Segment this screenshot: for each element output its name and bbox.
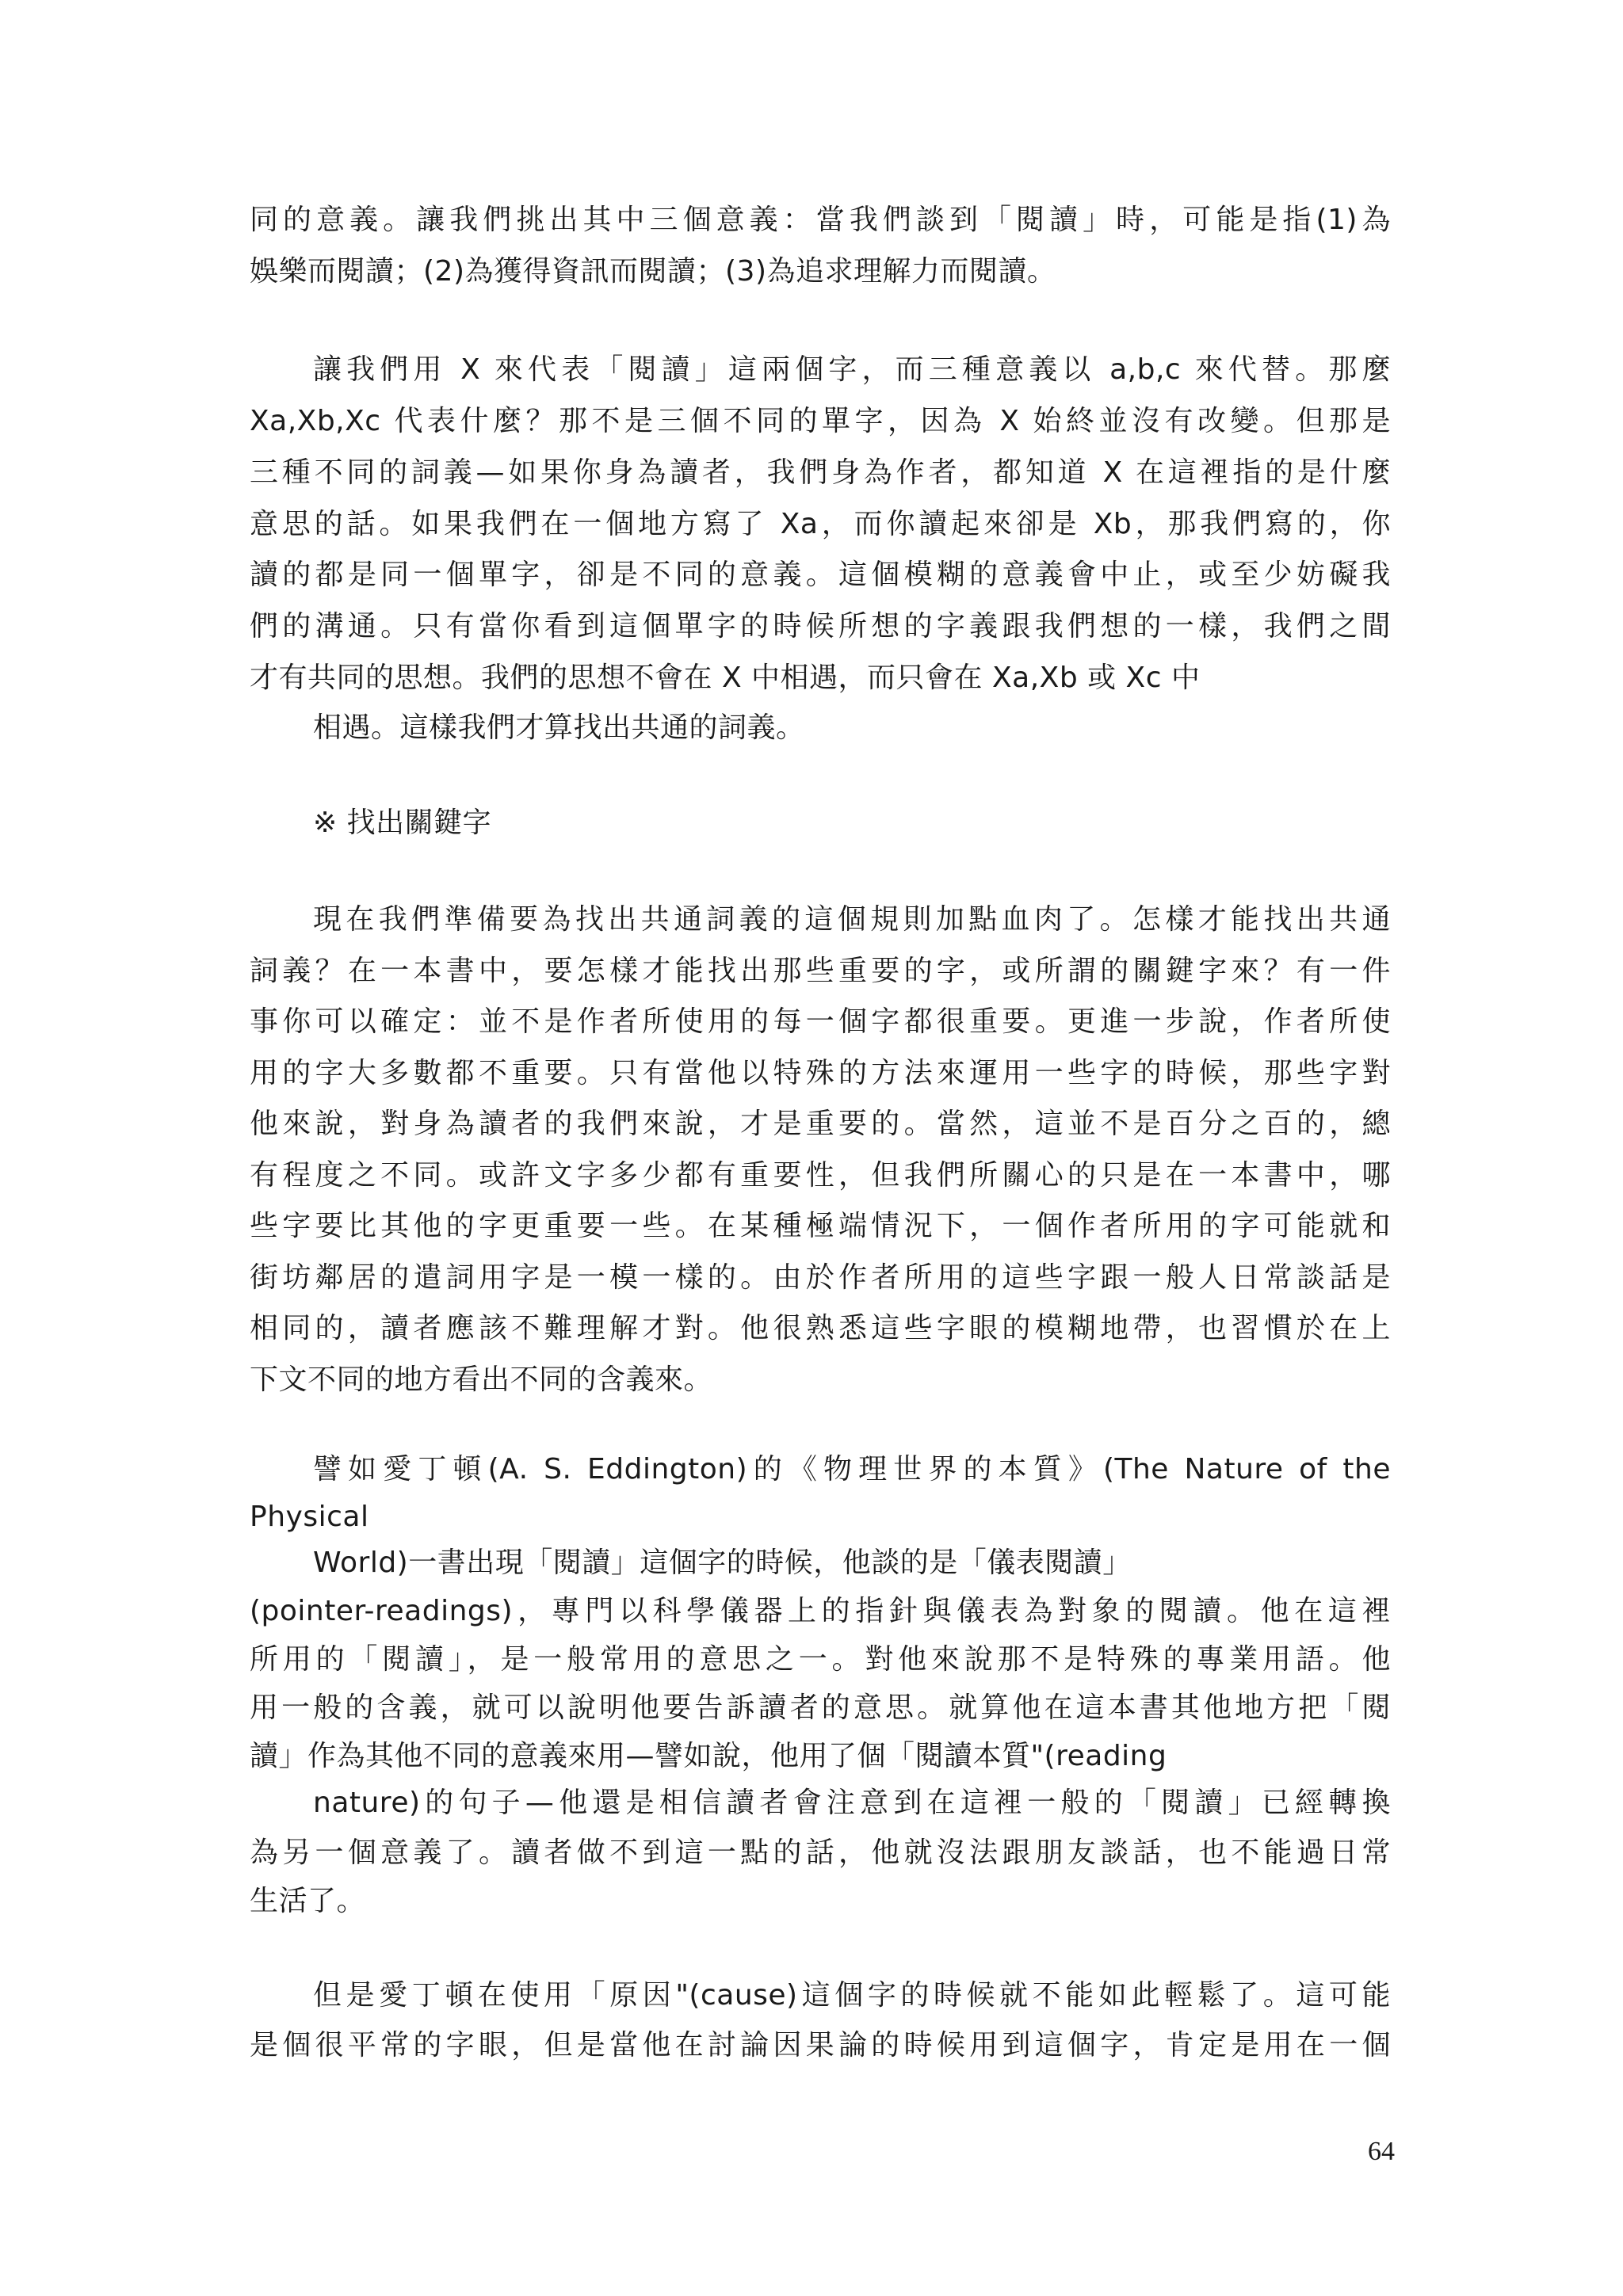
text-line: 生活了。: [250, 1885, 366, 1917]
section-heading: ※ 找出關鍵字: [313, 807, 492, 839]
text-line: 為另一個意義了。讀者做不到這一點的話，他就沒法跟朋友談話，也不能過日常: [250, 1836, 1391, 1869]
text-line: 詞義？在一本書中，要怎樣才能找出那些重要的字，或所謂的關鍵字來？有一件: [250, 955, 1391, 987]
text-line: 用一般的含義，就可以說明他要告訴讀者的意思。就算他在這本書其他地方把「閱: [250, 1691, 1391, 1724]
text-line: 下文不同的地方看出不同的含義來。: [250, 1363, 713, 1396]
text-line: 但是愛丁頓在使用「原因"(cause)這個字的時候就不能如此輕鬆了。這可能: [313, 1979, 1391, 2012]
text-line: 現在我們準備要為找出共通詞義的這個規則加點血肉了。怎樣才能找出共通: [313, 903, 1391, 936]
text-line: 同的意義。讓我們挑出其中三個意義：當我們談到「閱讀」時，可能是指(1)為: [250, 204, 1391, 236]
text-line: 們的溝通。只有當你看到這個單字的時候所想的字義跟我們想的一樣，我們之間: [250, 610, 1391, 643]
text-line: World)一書出現「閱讀」這個字的時候，他談的是「儀表閱讀」: [313, 1547, 1132, 1579]
text-line: 意思的話。如果我們在一個地方寫了 Xa，而你讀起來卻是 Xb，那我們寫的，你: [250, 508, 1391, 540]
text-line: 事你可以確定：並不是作者所使用的每一個字都很重要。更進一步說，作者所使: [250, 1005, 1391, 1038]
text-line: 些字要比其他的字更重要一些。在某種極端情況下，一個作者所用的字可能就和: [250, 1210, 1391, 1242]
page-number: 64: [1368, 2137, 1395, 2166]
text-line: 三種不同的詞義—如果你身為讀者，我們身為作者，都知道 X 在這裡指的是什麼: [250, 456, 1391, 489]
text-line: 街坊鄰居的遣詞用字是一模一樣的。由於作者所用的這些字跟一般人日常談話是: [250, 1261, 1391, 1294]
text-line: 讀」作為其他不同的意義來用—譬如說，他用了個「閱讀本質"(reading: [250, 1740, 1167, 1772]
text-line: 有程度之不同。或許文字多少都有重要性，但我們所關心的只是在一本書中，哪: [250, 1159, 1391, 1192]
text-line: 讀的都是同一個單字，卻是不同的意義。這個模糊的意義會中止，或至少妨礙我: [250, 559, 1391, 591]
text-line: 相同的，讀者應該不難理解才對。他很熟悉這些字眼的模糊地帶，也習慣於在上: [250, 1312, 1391, 1344]
text-line: 是個很平常的字眼，但是當他在討論因果論的時候用到這個字，肯定是用在一個: [250, 2029, 1391, 2061]
text-line: 譬如愛丁頓(A. S. Eddington)的《物理世界的本質》(The Nature of the: [313, 1453, 1391, 1486]
text-line: Xa,Xb,Xc 代表什麼？那不是三個不同的單字，因為 X 始終並沒有改變。但那是: [250, 405, 1391, 437]
text-line: 讓我們用 X 來代表「閱讀」這兩個字，而三種意義以 a,b,c 來代替。那麼: [313, 353, 1391, 386]
text-line: 用的字大多數都不重要。只有當他以特殊的方法來運用一些字的時候，那些字對: [250, 1057, 1391, 1089]
text-line: 相遇。這樣我們才算找出共通的詞義。: [313, 711, 805, 744]
text-line: 他來說，對身為讀者的我們來說，才是重要的。當然，這並不是百分之百的，總: [250, 1108, 1391, 1140]
text-line: (pointer-readings)，專門以科學儀器上的指針與儀表為對象的閱讀。他在這裡: [250, 1595, 1391, 1627]
text-line: 所用的「閱讀」，是一般常用的意思之一。對他來說那不是特殊的專業用語。他: [250, 1643, 1391, 1676]
text-line: 娛樂而閱讀；(2)為獲得資訊而閱讀；(3)為追求理解力而閱讀。: [250, 255, 1056, 288]
text-line: Physical: [250, 1501, 369, 1533]
text-line: nature)的句子—他還是相信讀者會注意到在這裡一般的「閱讀」已經轉換: [313, 1787, 1391, 1819]
text-line: 才有共同的思想。我們的思想不會在 X 中相遇，而只會在 Xa,Xb 或 Xc 中: [250, 662, 1201, 694]
